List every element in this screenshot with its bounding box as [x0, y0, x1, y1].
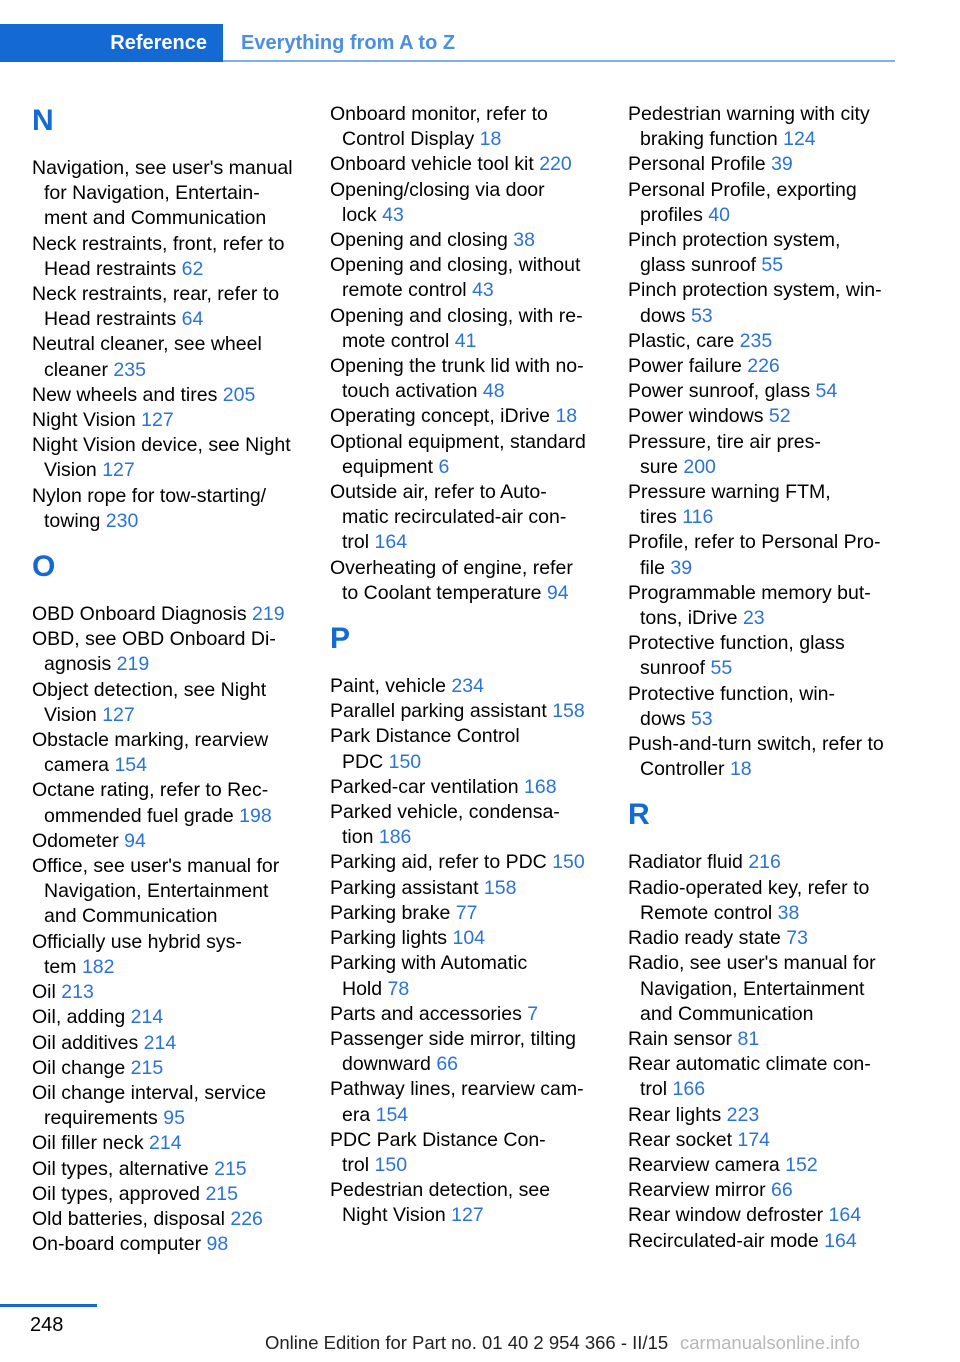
page-reference-link[interactable]: 62: [181, 257, 204, 280]
page-reference-link[interactable]: 164: [374, 531, 408, 554]
page-reference-link[interactable]: 158: [483, 876, 517, 899]
index-letter-heading: N: [32, 104, 54, 137]
index-entry-text: lock: [342, 203, 383, 226]
index-entry-text: Programmable memory but-: [628, 581, 871, 604]
index-entry-text: Oil filler neck: [32, 1132, 150, 1155]
index-entry: [330, 850, 600, 875]
page-reference-link[interactable]: 235: [113, 358, 146, 381]
index-entry-text: Parking lights: [330, 927, 453, 950]
page-reference-link[interactable]: 66: [771, 1179, 793, 1202]
index-entry-text: Rear automatic climate con-: [628, 1053, 871, 1076]
page-reference-link[interactable]: 95: [163, 1107, 185, 1130]
index-entry-text: tem: [44, 955, 82, 978]
index-entry: [32, 282, 302, 332]
index-entry: [330, 404, 600, 429]
index-entry-text: dows: [640, 707, 691, 730]
index-entry-text: Protective function, win-: [628, 682, 836, 705]
index-entry-text: Oil change: [32, 1056, 131, 1079]
index-entry: [628, 1103, 898, 1128]
index-entry-text: Parking assistant: [330, 876, 484, 899]
page-reference-link[interactable]: 43: [382, 203, 404, 226]
page-reference-link[interactable]: 39: [771, 153, 793, 176]
index-entry-text: Parking with Automatic: [330, 952, 528, 975]
index-entry: [330, 1002, 600, 1027]
page-reference-link[interactable]: 234: [451, 675, 484, 698]
index-entry-text: Passenger side mirror, tilting: [330, 1027, 577, 1050]
index-entry: [628, 1229, 898, 1254]
index-entry-text: tires: [640, 506, 683, 529]
index-entry-text: Onboard vehicle tool kit: [330, 153, 540, 176]
page-reference-link[interactable]: 214: [143, 1031, 177, 1054]
index-entry-text: Pathway lines, rearview cam-: [330, 1078, 584, 1101]
index-entry-text: Parallel parking assistant: [330, 700, 553, 723]
index-entry-text: Oil types, approved: [32, 1182, 206, 1205]
index-entry-text: Obstacle marking, rearview: [32, 729, 269, 752]
index-entry-text: and Communication: [44, 905, 218, 928]
index-entry-text: OBD, see OBD Onboard Di-: [32, 628, 276, 651]
index-entry-text: On-board computer: [32, 1233, 207, 1256]
footer-bar: [0, 1304, 97, 1307]
index-entry-text: Outside air, refer to Auto-: [330, 481, 547, 504]
page-reference-link[interactable]: 55: [710, 657, 733, 680]
page-reference-link[interactable]: 104: [452, 927, 486, 950]
index-entry: [32, 332, 302, 382]
watermark: carmanualsonline.info: [680, 1332, 860, 1353]
index-entry: [32, 433, 302, 483]
index-entry-text: glass sunroof: [640, 254, 762, 277]
page-reference-link[interactable]: 94: [546, 581, 569, 604]
section-tab: Reference: [0, 24, 223, 62]
index-entry-text: Pinch protection system, win-: [628, 279, 882, 302]
index-entry-text: Rain sensor: [628, 1027, 738, 1050]
index-entry: [628, 732, 898, 782]
index-entry-text: Rearview camera: [628, 1153, 786, 1176]
page-reference-link[interactable]: 223: [726, 1103, 760, 1126]
index-entry-text: Head restraints: [44, 308, 182, 331]
index-entry: [330, 951, 600, 1001]
page-reference-link[interactable]: 48: [482, 380, 505, 403]
index-entry: [32, 678, 302, 728]
index-entry: [32, 1232, 302, 1257]
index-entry-text: mote control: [342, 329, 455, 352]
index-entry-text: Rearview mirror: [628, 1179, 772, 1202]
index-entry: [32, 1081, 302, 1131]
page-reference-link[interactable]: 186: [378, 826, 412, 849]
index-entry: [628, 228, 898, 278]
page-reference-link[interactable]: 64: [181, 308, 204, 331]
page-reference-link[interactable]: 73: [786, 927, 808, 950]
index-entry-text: PDC Park Distance Con-: [330, 1128, 546, 1151]
index-entry-text: Neutral cleaner, see wheel: [32, 333, 262, 356]
index-entry-text: equipment: [342, 455, 439, 478]
index-entry-text: Oil, adding: [32, 1006, 131, 1029]
index-entry: [330, 480, 600, 556]
index-entry: [628, 278, 898, 328]
page-header: [0, 24, 895, 62]
index-entry: [330, 430, 600, 480]
index-entry-text: trol: [342, 1153, 375, 1176]
index-entry: [628, 951, 898, 1027]
index-entry-text: Opening and closing, with re-: [330, 304, 583, 327]
page-reference-link[interactable]: 18: [555, 405, 578, 428]
index-entry: [32, 1005, 302, 1030]
index-entry-text: Opening and closing, without: [330, 254, 581, 277]
index-entry: [32, 232, 302, 282]
index-entry: [330, 556, 600, 606]
index-entry-text: agnosis: [44, 653, 117, 676]
index-entry-text: Protective function, glass: [628, 632, 845, 655]
page-reference-link[interactable]: 154: [114, 754, 147, 777]
index-entry-text: Pressure, tire air pres-: [628, 430, 821, 453]
index-entry: [32, 778, 302, 828]
index-entry-text: Vision: [44, 703, 103, 726]
index-column-1: [32, 102, 302, 1257]
index-entry-text: Office, see user's manual for: [32, 855, 280, 878]
index-entry: [330, 724, 600, 774]
index-entry: [330, 926, 600, 951]
page-reference-link[interactable]: 43: [472, 279, 494, 302]
index-entry-text: file: [640, 556, 671, 579]
index-entry-text: Odometer: [32, 829, 125, 852]
index-entry-text: Oil: [32, 981, 62, 1004]
page-reference-link[interactable]: 98: [206, 1233, 229, 1256]
page-reference-link[interactable]: 158: [552, 700, 585, 723]
index-entry: [32, 854, 302, 930]
page-reference-link[interactable]: 6: [438, 455, 450, 478]
index-entry-text: Navigation, see user's manual: [32, 157, 293, 179]
page-reference-link[interactable]: 215: [214, 1157, 247, 1180]
index-entry-text: Operating concept, iDrive: [330, 405, 556, 428]
page-reference-link[interactable]: 39: [670, 556, 693, 579]
index-entry-text: Opening/closing via door: [330, 178, 545, 201]
index-entry-text: tion: [342, 826, 379, 849]
index-letter-heading: O: [32, 550, 56, 584]
page-reference-link[interactable]: 213: [61, 981, 94, 1004]
index-entry-text: Vision: [44, 459, 103, 482]
index-entry-text: to Coolant temperature: [342, 581, 547, 604]
index-entry: [628, 354, 898, 379]
index-column-2: [330, 102, 600, 1229]
index-entry-text: ment and Communication: [44, 207, 267, 230]
index-entry: [330, 1077, 600, 1127]
index-entry-text: Old batteries, disposal: [32, 1207, 231, 1230]
index-entry: [330, 876, 600, 901]
index-entry-text: Push-and-turn switch, refer to: [628, 733, 884, 756]
page-reference-link[interactable]: 54: [815, 380, 838, 403]
index-entry-text: downward: [342, 1053, 437, 1076]
page-reference-link[interactable]: 38: [777, 901, 800, 924]
index-entry-text: Parked vehicle, condensa-: [330, 801, 560, 824]
page-reference-link[interactable]: 164: [824, 1229, 857, 1252]
index-entry-text: tons, iDrive: [640, 607, 743, 630]
index-entry-text: OBD Onboard Diagnosis: [32, 603, 253, 626]
page-reference-link[interactable]: 154: [375, 1103, 409, 1126]
page-reference-link[interactable]: 198: [239, 804, 272, 827]
page-reference-link[interactable]: 53: [690, 304, 713, 327]
page-reference-link[interactable]: 214: [149, 1132, 182, 1155]
page-reference-link[interactable]: 127: [141, 409, 174, 432]
index-column-3: [628, 102, 898, 1254]
page-reference-link[interactable]: 235: [739, 329, 773, 352]
index-entry-text: Radio ready state: [628, 927, 787, 950]
index-entry-text: era: [342, 1103, 376, 1126]
index-entry-text: Profile, refer to Personal Pro-: [628, 531, 881, 554]
index-entry-text: Pressure warning FTM,: [628, 481, 831, 504]
index-entry: [628, 581, 898, 631]
index-entry: [628, 430, 898, 480]
page-reference-link[interactable]: 215: [205, 1182, 238, 1205]
index-entry: [628, 1153, 898, 1178]
index-entry: [32, 1182, 302, 1207]
index-letter-heading: R: [628, 798, 650, 832]
page-reference-link[interactable]: 94: [124, 829, 146, 852]
index-entry: [32, 1031, 302, 1056]
index-entry-text: and Communication: [640, 1002, 814, 1025]
page-reference-link[interactable]: 55: [761, 254, 784, 277]
page-reference-link[interactable]: 200: [683, 455, 716, 478]
page-reference-link[interactable]: 220: [539, 153, 572, 176]
index-entry: [628, 926, 898, 951]
index-entry-text: Parking brake: [330, 901, 456, 924]
page-reference-link[interactable]: 164: [828, 1204, 862, 1227]
index-entry: [330, 228, 600, 253]
index-entry-text: Parking aid, refer to PDC: [330, 851, 553, 874]
index-entry-text: Remote control: [640, 901, 778, 924]
index-entry: [32, 484, 302, 534]
page-reference-link[interactable]: 81: [737, 1027, 760, 1050]
index-entry: [628, 631, 898, 681]
page-reference-link[interactable]: 216: [748, 851, 781, 874]
index-entry-text: for Navigation, Entertain-: [44, 182, 260, 205]
index-entry: [32, 728, 302, 778]
index-entry: [628, 1027, 898, 1052]
index-entry: [32, 980, 302, 1005]
index-entry-text: sunroof: [640, 657, 711, 680]
index-entry-text: Park Distance Control: [330, 725, 520, 748]
page-reference-link[interactable]: 226: [747, 355, 780, 378]
index-entry: [628, 329, 898, 354]
index-entry-text: Rear window defroster: [628, 1204, 829, 1227]
index-entry-text: ommended fuel grade: [44, 804, 240, 827]
index-entry-text: Radio, see user's manual for: [628, 952, 876, 975]
page-reference-link[interactable]: 214: [130, 1006, 164, 1029]
index-entry: [330, 1027, 600, 1077]
index-entry: [628, 404, 898, 429]
page-reference-link[interactable]: 182: [81, 955, 115, 978]
index-entry: [628, 530, 898, 580]
index-entry: [628, 1128, 898, 1153]
index-entry-text: Navigation, Entertainment: [44, 880, 269, 903]
index-entry-text: trol: [342, 531, 375, 554]
page-reference-link[interactable]: 18: [729, 758, 752, 781]
index-entry-text: Power sunroof, glass: [628, 380, 816, 403]
index-entry-text: Night Vision: [32, 409, 142, 432]
index-entry-text: remote control: [342, 279, 473, 302]
page-reference-link[interactable]: 152: [785, 1153, 818, 1176]
index-entry-text: Optional equipment, standard: [330, 430, 586, 453]
index-entry: [330, 152, 600, 177]
page-reference-link[interactable]: 150: [552, 851, 585, 874]
page-reference-link[interactable]: 23: [742, 607, 765, 630]
index-entry-text: Pedestrian detection, see: [330, 1179, 551, 1202]
page-reference-link[interactable]: 66: [436, 1053, 459, 1076]
page-number: 248: [30, 1314, 64, 1336]
page-reference-link[interactable]: 174: [737, 1128, 771, 1151]
index-entry: [330, 901, 600, 926]
index-entry-text: Oil additives: [32, 1031, 144, 1054]
index-entry: [330, 354, 600, 404]
index-entry-text: Pinch protection system,: [628, 229, 841, 252]
index-entry-text: Rear lights: [628, 1103, 727, 1126]
index-entry: [32, 1157, 302, 1182]
page-reference-link[interactable]: 150: [388, 750, 422, 773]
index-entry-text: Plastic, care: [628, 329, 740, 352]
page-reference-link[interactable]: 226: [230, 1207, 263, 1230]
index-entry-text: Octane rating, refer to Rec-: [32, 779, 269, 802]
index-entry-text: Hold: [342, 977, 388, 1000]
index-letter-heading: P: [330, 622, 351, 656]
index-entry-text: sure: [640, 455, 684, 478]
index-entry-text: towing: [44, 509, 106, 532]
index-entry: [330, 1128, 600, 1178]
index-entry-text: camera: [44, 754, 115, 777]
index-entry: [32, 408, 302, 433]
index-entry-text: Power windows: [628, 405, 769, 428]
index-entry-text: touch activation: [342, 380, 483, 403]
index-entry: [628, 1203, 898, 1228]
page-reference-link[interactable]: 127: [451, 1204, 484, 1227]
edition-note: Online Edition for Part no. 01 40 2 954 366 - II/15: [265, 1332, 669, 1353]
index-entry: [330, 304, 600, 354]
index-entry-text: Overheating of engine, refer: [330, 556, 573, 579]
index-entry-text: Rear socket: [628, 1128, 738, 1151]
page-reference-link[interactable]: 127: [102, 703, 135, 726]
index-entry-text: Night Vision: [342, 1204, 452, 1227]
index-entry-text: Oil change interval, service: [32, 1081, 267, 1104]
index-entry: [32, 627, 302, 677]
page-reference-link[interactable]: 215: [130, 1056, 164, 1079]
index-entry: [32, 602, 302, 627]
page-reference-link[interactable]: 18: [479, 128, 502, 151]
page-reference-link[interactable]: 38: [513, 229, 535, 252]
index-entry-text: profiles: [640, 203, 709, 226]
index-entry-text: Parked-car ventilation: [330, 775, 525, 798]
index-entry-text: Radio-operated key, refer to: [628, 876, 870, 899]
index-entry-text: Controller: [640, 758, 730, 781]
index-entry-text: Neck restraints, front, refer to: [32, 232, 285, 255]
index-entry: [628, 1178, 898, 1203]
page-reference-link[interactable]: 150: [374, 1153, 408, 1176]
page-reference-link[interactable]: 40: [708, 203, 730, 226]
index-entry-text: Opening the trunk lid with no-: [330, 355, 584, 378]
index-entry-text: Onboard monitor, refer to: [330, 103, 548, 125]
page-reference-link[interactable]: 127: [102, 459, 135, 482]
page-reference-link[interactable]: 219: [252, 603, 285, 626]
index-entry-text: Personal Profile, exporting: [628, 178, 857, 201]
index-entry: [628, 850, 898, 875]
index-entry: [628, 102, 898, 152]
page-reference-link[interactable]: 77: [455, 901, 478, 924]
index-entry-text: Parts and accessories: [330, 1002, 528, 1025]
index-entry: [32, 930, 302, 980]
index-entry-text: Object detection, see Night: [32, 678, 267, 701]
index-entry: [628, 178, 898, 228]
index-entry: [32, 829, 302, 854]
index-entry-text: Navigation, Entertainment: [640, 977, 865, 1000]
index-entry: [32, 1207, 302, 1232]
page-reference-link[interactable]: 7: [527, 1002, 539, 1025]
index-entry: [330, 800, 600, 850]
page-reference-link[interactable]: 166: [672, 1078, 706, 1101]
index-entry-text: Neck restraints, rear, refer to: [32, 283, 280, 306]
index-entry-text: Oil types, alternative: [32, 1157, 215, 1180]
index-entry: [330, 178, 600, 228]
index-entry-text: braking function: [640, 128, 784, 151]
index-entry-text: New wheels and tires: [32, 383, 223, 406]
index-entry: [628, 876, 898, 926]
header-rule: [223, 60, 895, 62]
page-reference-link[interactable]: 219: [116, 653, 150, 676]
index-entry: [330, 1178, 600, 1228]
index-entry: [32, 156, 302, 232]
index-entry-text: Nylon rope for tow-starting/: [32, 484, 267, 507]
index-entry-text: Radiator fluid: [628, 851, 749, 874]
index-entry: [628, 480, 898, 530]
index-entry: [330, 699, 600, 724]
index-entry: [330, 102, 600, 152]
page-reference-link[interactable]: 116: [682, 506, 714, 529]
index-entry-text: cleaner: [44, 358, 114, 381]
page-reference-link[interactable]: 205: [222, 383, 256, 406]
index-entry-text: PDC: [342, 750, 389, 773]
index-entry-text: Control Display: [342, 128, 480, 151]
index-entry: [628, 379, 898, 404]
index-entry-text: Recirculated-air mode: [628, 1229, 825, 1252]
index-entry-text: Power failure: [628, 355, 748, 378]
section-title: Everything from A to Z: [241, 32, 456, 54]
index-entry: [330, 253, 600, 303]
index-entry-text: Night Vision device, see Night: [32, 434, 291, 457]
index-entry-text: Officially use hybrid sys-: [32, 930, 242, 953]
page-reference-link[interactable]: 41: [454, 329, 477, 352]
index-entry-text: Head restraints: [44, 257, 182, 280]
index-entry: [330, 775, 600, 800]
index-entry-text: Pedestrian warning with city: [628, 103, 870, 125]
index-entry-text: Opening and closing: [330, 229, 514, 252]
page-reference-link[interactable]: 230: [105, 509, 139, 532]
page-reference-link[interactable]: 124: [783, 128, 816, 151]
index-entry: [32, 383, 302, 408]
index-entry-text: Personal Profile: [628, 153, 772, 176]
page-reference-link[interactable]: 53: [690, 707, 713, 730]
index-entry-text: dows: [640, 304, 691, 327]
index-entry: [330, 674, 600, 699]
index-entry: [32, 1131, 302, 1156]
index-entry: [628, 152, 898, 177]
index-entry-text: trol: [640, 1078, 673, 1101]
index-entry-text: matic recirculated-air con-: [342, 506, 567, 529]
index-entry-text: requirements: [44, 1107, 164, 1130]
page-reference-link[interactable]: 168: [524, 775, 557, 798]
page-reference-link[interactable]: 52: [768, 405, 791, 428]
index-entry-text: Paint, vehicle: [330, 675, 452, 698]
index-entry: [628, 682, 898, 732]
page-reference-link[interactable]: 78: [387, 977, 410, 1000]
index-entry: [32, 1056, 302, 1081]
index-entry: [628, 1052, 898, 1102]
